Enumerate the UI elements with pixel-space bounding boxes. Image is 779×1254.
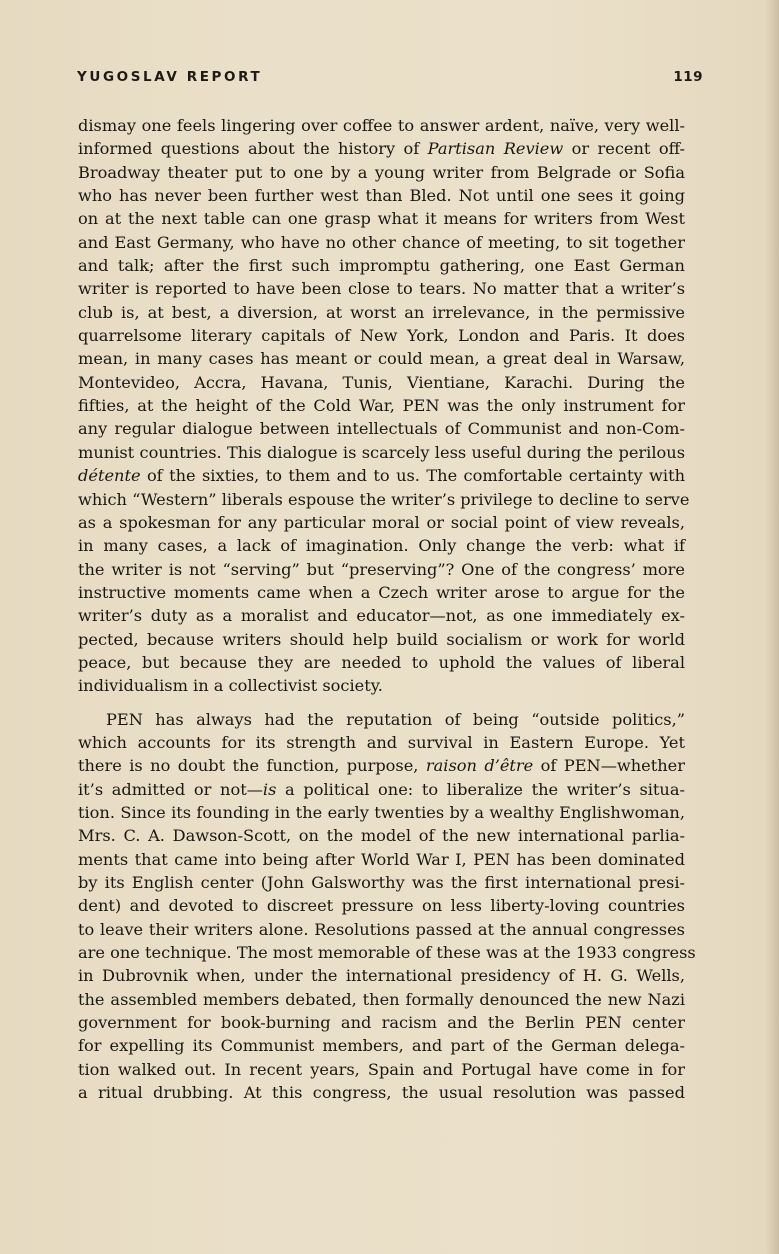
text-line: individualism in a collectivist society. <box>78 676 383 696</box>
text-line: club is, at best, a diversion, at worst an irrelevance, in the permissive <box>78 302 685 322</box>
text-line: and talk; after the first such impromptu gathering, one East German <box>78 256 685 276</box>
running-head <box>77 69 703 91</box>
page-number: 119 <box>673 69 703 85</box>
text-line: tion. Since its founding in the early twenties by a wealthy Englishwoman, <box>78 802 685 822</box>
text-line: by its English center (John Galsworthy was the first international presi- <box>78 873 685 892</box>
text-line: which “Western” liberals espouse the writer’s privilege to decline to serve <box>78 489 690 509</box>
text-line: in many cases, a lack of imagination. Only change the verb: what if <box>78 536 685 556</box>
text-line: peace, but because they are needed to uphold the values of liberal <box>78 652 685 672</box>
text-line: which accounts for its strength and survival in Eastern Europe. Yet <box>78 732 685 752</box>
body-text <box>78 114 696 1104</box>
paragraph <box>78 114 690 698</box>
text-line: Broadway theater put to one by a young writer from Belgrade or Sofia <box>78 162 685 182</box>
text-line: a ritual drubbing. At this congress, the usual resolution was passed <box>78 1083 685 1103</box>
text-line: for expelling its Communist members, and part of the German delega- <box>78 1036 685 1056</box>
text-line: and East Germany, who have no other chance of meeting, to sit together <box>78 232 685 252</box>
text-line: pected, because writers should help build socialism or work for world <box>78 629 685 649</box>
text-line: informed questions about the history of Partisan Review or recent off- <box>78 139 685 159</box>
text-line: the assembled members debated, then formally denounced the new Nazi <box>78 989 685 1009</box>
text-line: government for book-burning and racism and the Berlin PEN center <box>78 1013 685 1033</box>
text-line: are one technique. The most memorable of these was at the 1933 congress <box>78 943 696 963</box>
text-line: writer is reported to have been close to tears. No matter that a writer’s <box>78 279 685 299</box>
text-line: dismay one feels lingering over coffee to answer ardent, naïve, very well- <box>78 116 685 135</box>
text-line: PEN has always had the reputation of being “outside politics,” <box>106 709 685 729</box>
text-line: to leave their writers alone. Resolutions passed at the annual congresses <box>78 919 685 939</box>
text-line: fifties, at the height of the Cold War, PEN was the only instrument for <box>78 396 685 416</box>
text-line: any regular dialogue between intellectuals of Communist and non-Com- <box>78 419 685 439</box>
running-title: YUGOSLAV REPORT <box>77 69 263 85</box>
text-line: détente of the sixties, to them and to us. The comfortable certainty with <box>78 466 685 486</box>
text-line: instructive moments came when a Czech writer arose to argue for the <box>78 582 685 602</box>
text-line: quarrelsome literary capitals of New York, London and Paris. It does <box>78 326 685 346</box>
text-line: it’s admitted or not—is a political one: to liberalize the writer’s situa- <box>78 779 685 799</box>
text-line: writer’s duty as a moralist and educator—not, as one immediately ex- <box>78 606 685 626</box>
text-line: as a spokesman for any particular moral or social point of view reveals, <box>78 512 685 532</box>
paragraph-gap <box>78 698 685 708</box>
text-line: mean, in many cases has meant or could mean, a great deal in Warsaw, <box>78 349 685 369</box>
text-line: dent) and devoted to discreet pressure on less liberty-loving countries <box>78 896 685 916</box>
text-line: on at the next table can one grasp what it means for writers from West <box>78 209 685 229</box>
text-line: the writer is not “serving” but “preserving”? One of the congress’ more <box>78 559 685 579</box>
text-line: ments that came into being after World War I, PEN has been dominated <box>78 849 685 869</box>
text-line: who has never been further west than Bled. Not until one sees it going <box>78 186 685 206</box>
paragraph <box>78 708 696 1105</box>
text-line: tion walked out. In recent years, Spain and Portugal have come in for <box>78 1059 685 1079</box>
text-line: there is no doubt the function, purpose, raison d’être of PEN—whether <box>78 756 685 776</box>
page-edge-shadow <box>765 0 779 1254</box>
text-line: in Dubrovnik when, under the international presidency of H. G. Wells, <box>78 966 685 986</box>
text-line: Mrs. C. A. Dawson-Scott, on the model of the new international parlia- <box>78 826 685 846</box>
text-line: munist countries. This dialogue is scarcely less useful during the perilous <box>78 442 685 462</box>
text-line: Montevideo, Accra, Havana, Tunis, Vientiane, Karachi. During the <box>78 372 685 392</box>
